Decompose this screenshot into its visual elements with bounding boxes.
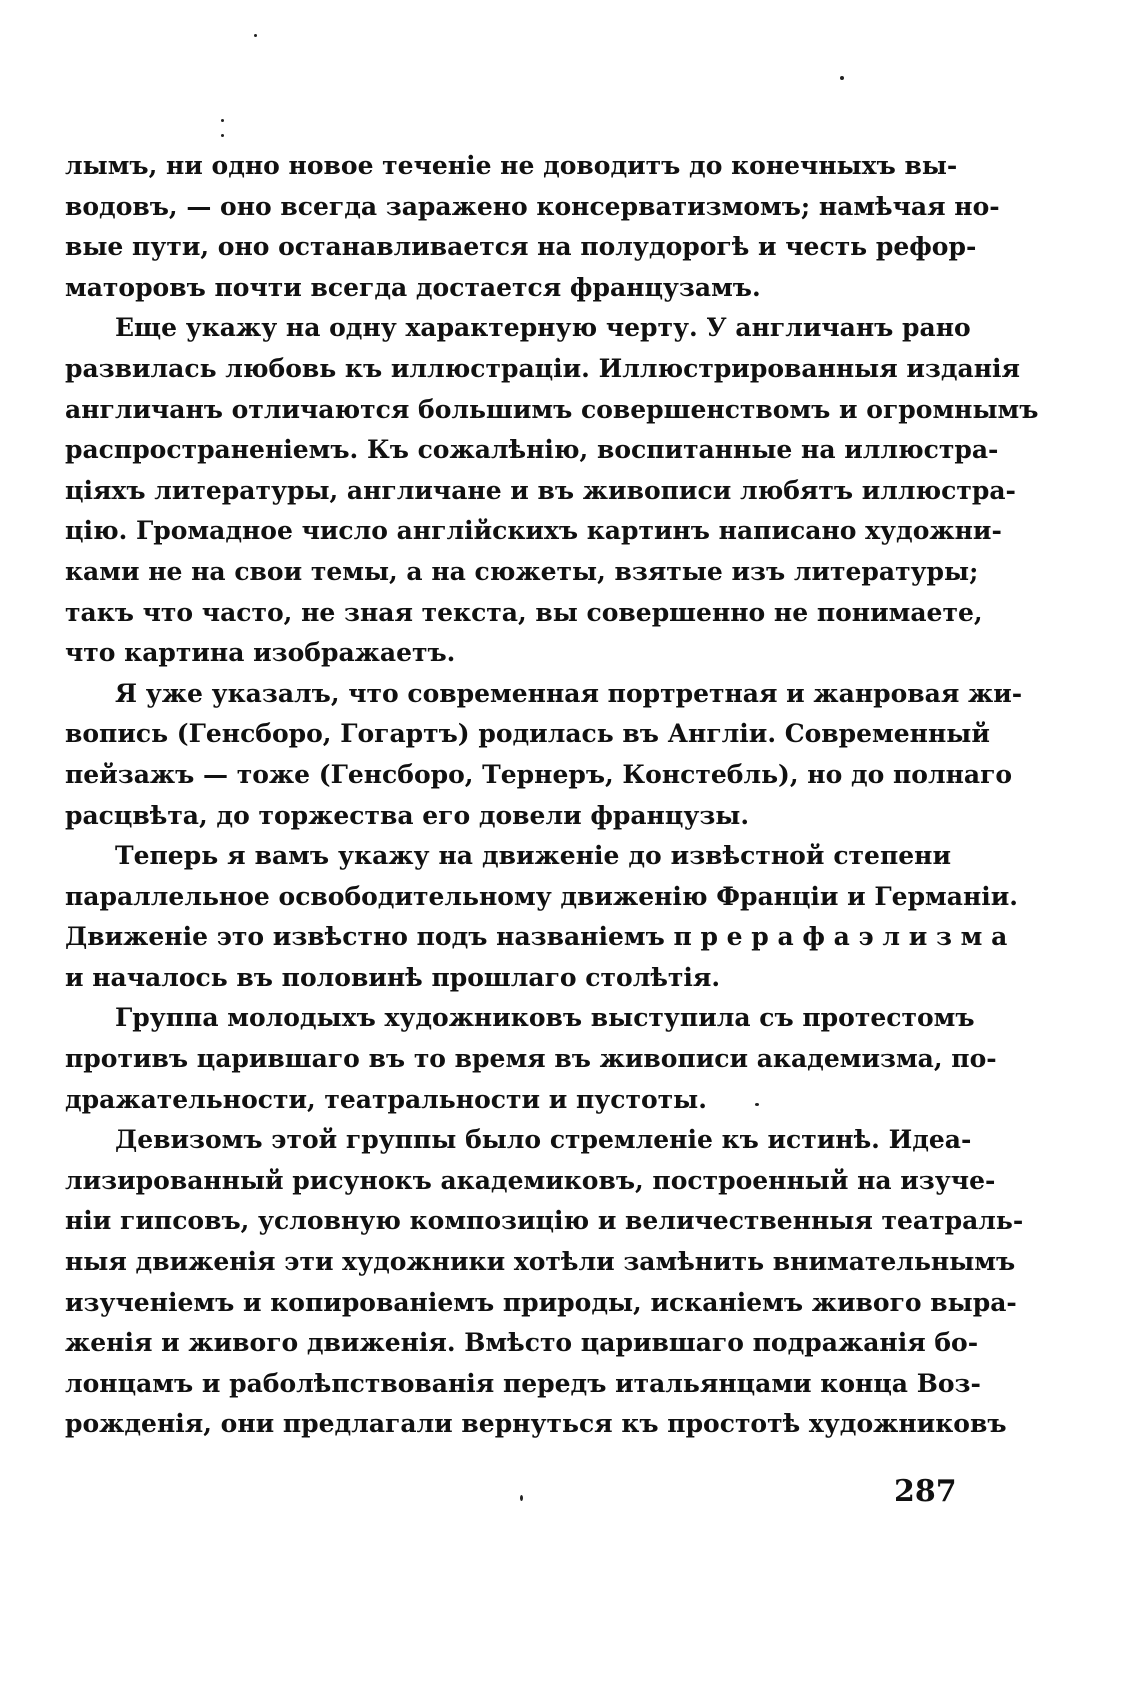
- text-line: вопись (Генсборо, Гогартъ) родилась въ Англіи. Современный: [65, 719, 990, 749]
- text-line: цію. Громадное число англійскихъ картинъ написано художни-: [65, 516, 1002, 546]
- text-line: рожденія, они предлагали вернуться къ простотѣ художниковъ: [65, 1409, 1007, 1439]
- text-line: параллельное освободительному движенію Франціи и Германіи.: [65, 881, 1019, 911]
- text-line: ками не на свои темы, а на сюжеты, взятые изъ литературы;: [65, 556, 979, 586]
- text-line: распространеніемъ. Къ сожалѣнію, воспитанные на иллюстра-: [65, 435, 999, 465]
- text-line: англичанъ отличаются большимъ совершенствомъ и огромнымъ: [65, 394, 1039, 424]
- text-line: лонцамъ и раболѣпствованія передъ итальянцами конца Воз-: [65, 1368, 981, 1398]
- text-line: ніи гипсовъ, условную композицію и величественныя театраль-: [65, 1206, 1024, 1236]
- text-line: Я уже указалъ, что современная портретная и жанровая жи-: [115, 678, 1023, 708]
- text-line: вые пути, оно останавливается на полудорогѣ и честь рефор-: [65, 232, 977, 262]
- text-line: дражательности, театральности и пустоты.: [65, 1084, 707, 1114]
- text-line: женія и живого движенія. Вмѣсто царившаго подражанія бо-: [65, 1328, 979, 1358]
- scan-speck: [520, 1495, 523, 1501]
- scan-speck: [840, 76, 844, 80]
- paragraph-4: [65, 836, 1019, 998]
- text-line: маторовъ почти всегда достается французамъ.: [65, 272, 761, 302]
- paragraph-6: [65, 1120, 1024, 1445]
- scan-speck: [254, 34, 257, 37]
- text-line: Девизомъ этой группы было стремленіе къ истинѣ. Идеа-: [115, 1125, 972, 1155]
- text-line: что картина изображаетъ.: [65, 638, 456, 668]
- text-line: Еще укажу на одну характерную черту. У англичанъ рано: [115, 313, 971, 343]
- text-line: и началось въ половинѣ прошлаго столѣтія.: [65, 962, 721, 992]
- paragraph-2: [65, 308, 1039, 673]
- text-line: такъ что часто, не зная текста, вы совершенно не понимаете,: [65, 597, 983, 627]
- text-line: изученіемъ и копированіемъ природы, исканіемъ живого выра-: [65, 1287, 1017, 1317]
- paragraph-3: [65, 674, 1023, 836]
- text-line: развилась любовь къ иллюстраціи. Иллюстрированныя изданія: [65, 353, 1021, 383]
- scan-speck: [221, 134, 224, 137]
- page-number: 287: [894, 1474, 957, 1509]
- text-line: расцвѣта, до торжества его довели французы.: [65, 800, 750, 830]
- scan-speck: [221, 119, 224, 122]
- text-line: водовъ, — оно всегда заражено консерватизмомъ; намѣчая но-: [65, 191, 1000, 221]
- text-line: ціяхъ литературы, англичане и въ живописи любятъ иллюстра-: [65, 475, 1016, 505]
- text-line: лымъ, ни одно новое теченіе не доводитъ до конечныхъ вы-: [65, 151, 958, 180]
- text-line: пейзажъ — тоже (Генсборо, Тернеръ, Констебль), но до полнаго: [65, 759, 1013, 789]
- text-line: лизированный рисунокъ академиковъ, построенный на изуче-: [65, 1165, 996, 1195]
- text-line: Группа молодыхъ художниковъ выступила съ протестомъ: [115, 1003, 975, 1033]
- body-text: [65, 146, 1039, 1445]
- text-line: противъ царившаго въ то время въ живописи академизма, по-: [65, 1044, 997, 1074]
- text-line: Теперь я вамъ укажу на движеніе до извѣстной степени: [115, 841, 951, 871]
- paragraph-1: [65, 146, 1000, 308]
- text-line: Движеніе это извѣстно подъ названіемъ п р е р а ф а э л и з м а: [65, 922, 1008, 952]
- paragraph-5: [65, 998, 997, 1120]
- text-line: ныя движенія эти художники хотѣли замѣнить внимательнымъ: [65, 1247, 1016, 1277]
